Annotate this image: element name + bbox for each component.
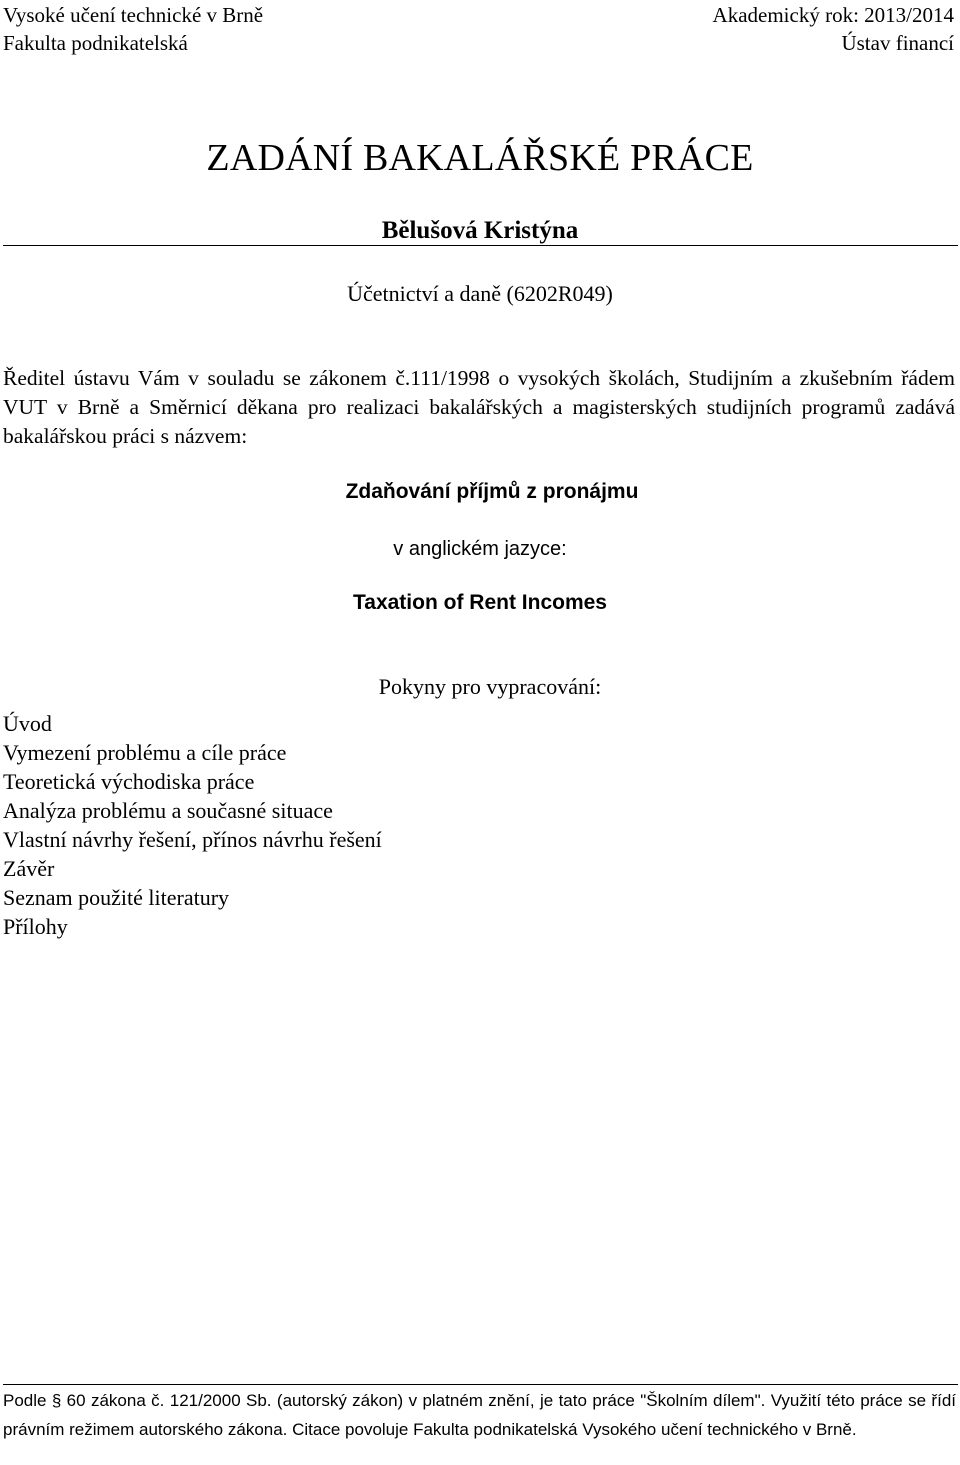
english-label: v anglickém jazyce: (393, 538, 567, 560)
footer-divider (3, 1384, 958, 1385)
list-item: Teoretická východiska práce (3, 769, 255, 794)
list-item: Úvod (3, 711, 52, 736)
study-program: Účetnictví a daně (6202R049) (347, 281, 613, 306)
page-title: ZADÁNÍ BAKALÁŘSKÉ PRÁCE (206, 137, 754, 179)
student-name: Bělušová Kristýna (381, 217, 579, 244)
academic-year: Akademický rok: 2013/2014 (712, 3, 954, 27)
faculty-name: Fakulta podnikatelská (3, 31, 188, 55)
outline-list (3, 709, 382, 941)
university-name: Vysoké učení technické v Brně (3, 3, 264, 27)
list-item: Analýza problému a současné situace (3, 798, 333, 823)
list-item: Přílohy (3, 914, 68, 939)
list-item: Závěr (3, 856, 55, 881)
copyright-note: Podle § 60 zákona č. 121/2000 Sb. (autorský zákon) v platném znění, je tato práce "Školním dílem". Využití této práce se řídí právním režimem autorského zákona. Citace povoluje Fakulta podnikatelská Vysokého učení technického v Brně. (3, 1391, 956, 1439)
thesis-title-english: Taxation of Rent Incomes (353, 591, 607, 614)
list-item: Vymezení problému a cíle práce (3, 740, 287, 765)
thesis-title: Zdaňování příjmů z pronájmu (345, 480, 639, 503)
institute-name: Ústav financí (841, 31, 954, 55)
instructions-label: Pokyny pro vypracování: (378, 674, 602, 699)
list-item: Seznam použité literatury (3, 885, 230, 910)
divider (3, 245, 958, 246)
list-item: Vlastní návrhy řešení, přínos návrhu řešení (3, 827, 382, 852)
intro-paragraph: Ředitel ústavu Vám v souladu se zákonem č.111/1998 o vysokých školách, Studijním a zkušebním řádem VUT v Brně a Směrnicí děkana pro realizaci bakalářských a magisterských studijních programů zadává bakalářskou práci s názvem: (3, 366, 955, 448)
